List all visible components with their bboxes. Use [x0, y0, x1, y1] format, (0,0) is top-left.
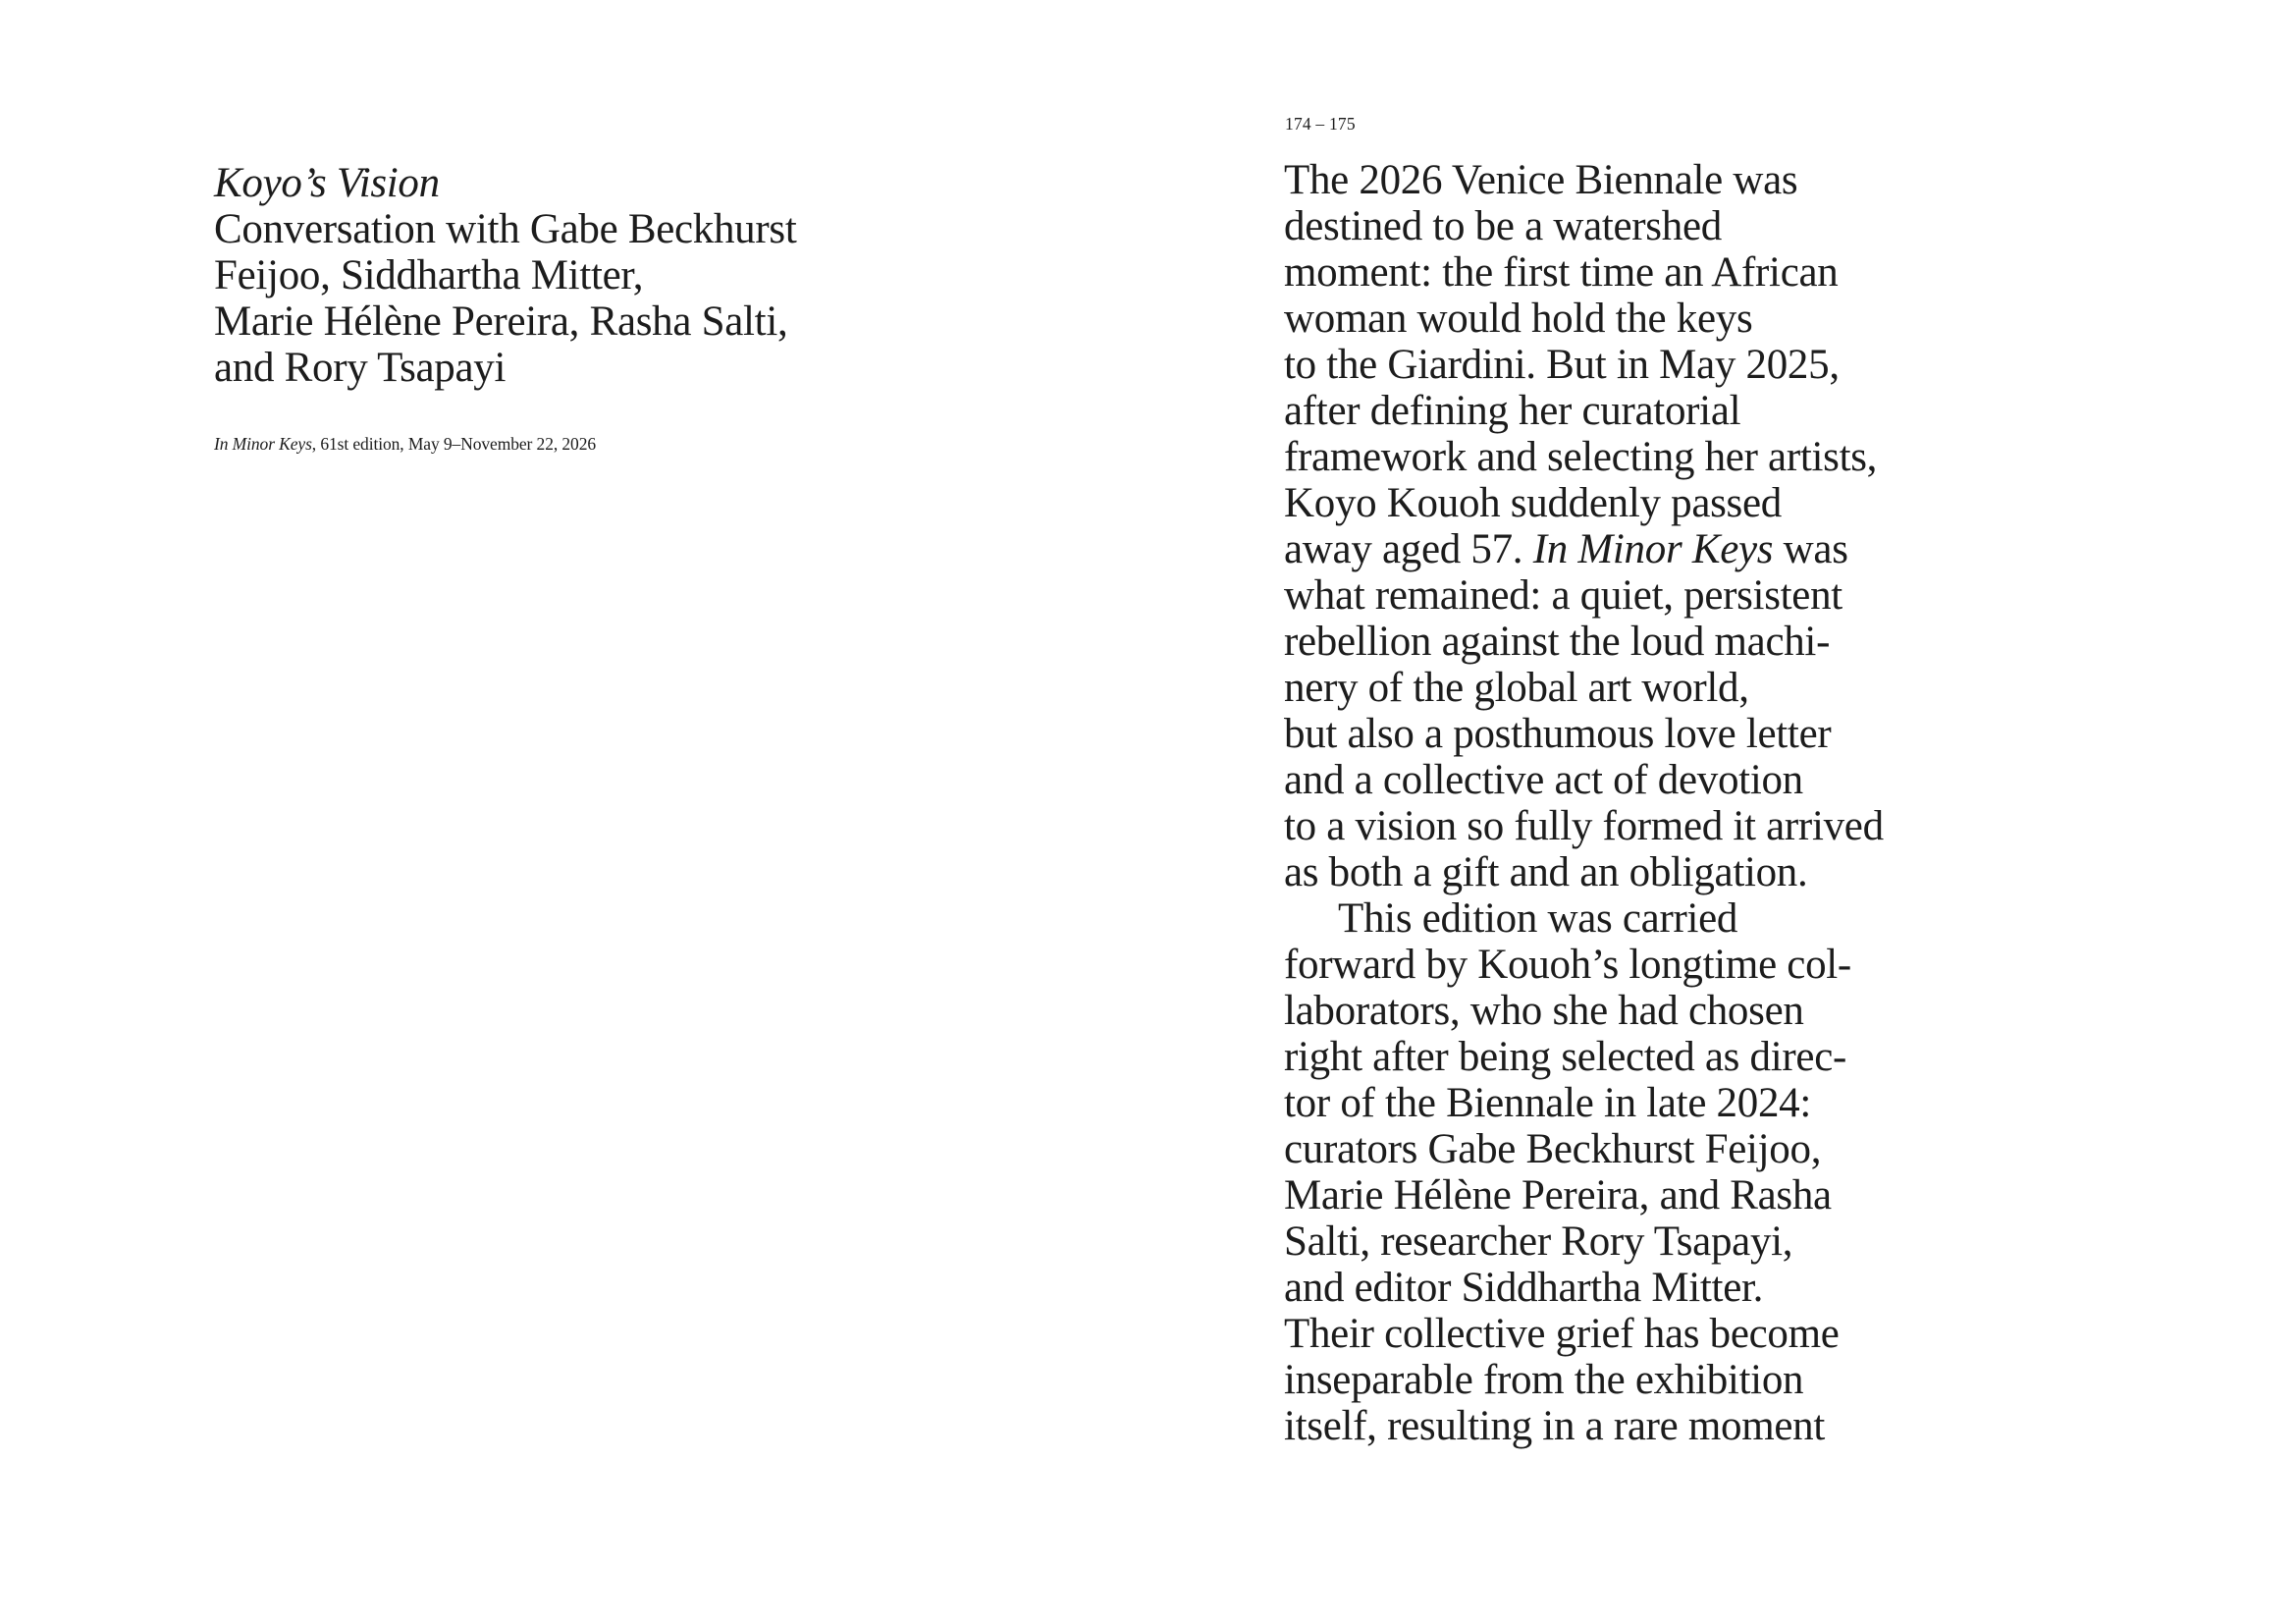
text-line	[1284, 1218, 1884, 1265]
text-segment: woman would hold the keys	[1284, 296, 1753, 342]
text-line	[1284, 1265, 1884, 1311]
text-segment: rebellion against the loud machi-	[1284, 619, 1831, 665]
text-segment: The 2026 Venice Biennale was	[1284, 157, 1798, 203]
text-segment: as both a gift and an obligation.	[1284, 849, 1808, 895]
text-line	[1284, 665, 1884, 711]
text-segment: Marie Hélène Pereira, Rasha Salti,	[214, 298, 788, 345]
text-segment: Koyo Kouoh suddenly passed	[1284, 480, 1782, 526]
text-line	[1284, 1311, 1884, 1357]
text-segment: itself, resulting in a rare moment	[1284, 1403, 1826, 1449]
text-line	[1284, 619, 1884, 665]
text-segment: curators Gabe Beckhurst Feijoo,	[1284, 1126, 1822, 1172]
text-segment: framework and selecting her artists,	[1284, 434, 1878, 480]
text-line	[1284, 157, 1884, 203]
text-line	[214, 206, 796, 252]
text-line	[1284, 434, 1884, 480]
text-segment: moment: the first time an African	[1284, 249, 1839, 296]
chapter-title-italic: Koyo’s Vision	[214, 160, 440, 206]
text-segment: laborators, who she had chosen	[1284, 988, 1804, 1034]
text-segment: tor of the Biennale in late 2024:	[1284, 1080, 1812, 1126]
text-line	[1284, 249, 1884, 296]
exhibition-caption-details: , 61st edition, May 9–November 22, 2026	[311, 433, 596, 454]
text-segment: after defining her curatorial	[1284, 388, 1741, 434]
text-line	[1284, 296, 1884, 342]
text-line	[1284, 480, 1884, 526]
text-line	[1284, 342, 1884, 388]
text-segment: inseparable from the exhibition	[1284, 1357, 1804, 1403]
text-line	[214, 345, 796, 391]
exhibition-caption	[214, 433, 596, 455]
text-line	[1284, 895, 1884, 942]
text-line	[1284, 757, 1884, 803]
text-segment: was	[1773, 526, 1848, 572]
text-segment: and editor Siddhartha Mitter.	[1284, 1265, 1764, 1311]
italic-text: In Minor Keys	[1532, 526, 1774, 572]
text-segment: This edition was carried	[1338, 895, 1738, 942]
chapter-byline-lines	[214, 206, 796, 391]
text-segment: right after being selected as direc-	[1284, 1034, 1846, 1080]
text-segment: to the Giardini. But in May 2025,	[1284, 342, 1840, 388]
text-segment: and Rory Tsapayi	[214, 345, 507, 391]
text-segment: Marie Hélène Pereira, and Rasha	[1284, 1172, 1832, 1218]
text-segment: Their collective grief has become	[1284, 1311, 1840, 1357]
text-line	[1284, 1357, 1884, 1403]
text-line	[1284, 1126, 1884, 1172]
text-line	[1284, 1080, 1884, 1126]
text-line	[1284, 849, 1884, 895]
text-segment: forward by Kouoh’s longtime col-	[1284, 942, 1851, 988]
text-segment: what remained: a quiet, persistent	[1284, 572, 1842, 619]
text-segment: and a collective act of devotion	[1284, 757, 1803, 803]
chapter-title-block	[214, 160, 796, 391]
text-line	[1284, 1403, 1884, 1449]
text-line	[1284, 988, 1884, 1034]
text-segment: Conversation with Gabe Beckhurst	[214, 206, 797, 252]
text-line	[1284, 942, 1884, 988]
body-text-column	[1284, 157, 1884, 1449]
text-line	[1284, 203, 1884, 249]
text-line	[1284, 526, 1884, 572]
text-segment: nery of the global art world,	[1284, 665, 1749, 711]
text-segment: but also a posthumous love letter	[1284, 711, 1832, 757]
text-line	[214, 298, 796, 345]
text-segment: to a vision so fully formed it arrived	[1284, 803, 1884, 849]
text-segment: Salti, researcher Rory Tsapayi,	[1284, 1218, 1793, 1265]
text-line	[1284, 711, 1884, 757]
text-segment: destined to be a watershed	[1284, 203, 1722, 249]
exhibition-caption-work-title: In Minor Keys	[214, 433, 312, 454]
text-line	[214, 252, 796, 298]
text-segment: Feijoo, Siddhartha Mitter,	[214, 252, 644, 298]
text-line	[1284, 1034, 1884, 1080]
text-segment: away aged 57.	[1284, 526, 1533, 572]
text-line	[1284, 1172, 1884, 1218]
page-folio: 174 – 175	[1285, 114, 1356, 134]
text-line	[1284, 572, 1884, 619]
text-line	[1284, 388, 1884, 434]
chapter-title	[214, 160, 796, 206]
text-line	[1284, 803, 1884, 849]
